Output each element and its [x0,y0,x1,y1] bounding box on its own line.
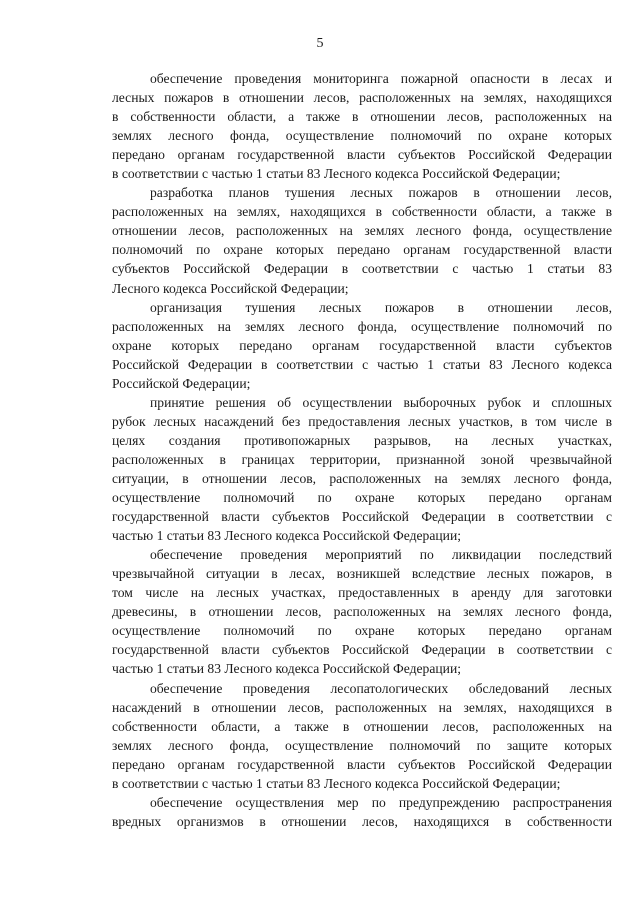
text-line: организация тушения лесных пожаров в отношении лесов, [150,299,612,315]
text-line: Лесного кодекса Российской Федерации; [112,280,349,296]
text-line: собственности области, а также в отношении лесов, расположенных на [112,718,612,734]
text-line: государственной власти субъектов Российской Федерации в соответствии с [112,642,612,658]
text-line: том числе на лесных участках, предоставленных в аренду для заготовки [112,585,612,601]
text-line: осуществление полномочий по охране которых передано органам [112,490,612,506]
paragraph [112,545,612,678]
text-line: расположенных в границах территории, признанной зоной чрезвычайной [112,451,612,467]
text-line: расположенных на землях лесного фонда, осуществление полномочий по [112,318,612,334]
text-line: разработка планов тушения лесных пожаров в отношении лесов, [150,185,612,201]
text-line: государственной власти субъектов Российской Федерации в соответствии с [112,509,612,525]
text-line: передано органам государственной власти субъектов Российской Федерации [112,756,612,772]
text-line: насаждений в отношении лесов, расположенных на землях, находящихся в [112,699,612,715]
page-number: 5 [316,36,324,51]
text-line: передано органам государственной власти субъектов Российской Федерации [112,147,612,163]
text-line: отношении лесов, расположенных на землях лесного фонда, осуществление [112,223,612,239]
text-line: Российской Федерации; [112,375,251,391]
text-line: частью 1 статьи 83 Лесного кодекса Российской Федерации; [112,661,461,677]
paragraph [112,679,612,793]
text-line: осуществление полномочий по охране которых передано органам [112,623,612,639]
text-line: принятие решения об осуществлении выборочных рубок и сплошных [150,394,612,410]
document-body [112,69,612,831]
text-line: субъектов Российской Федерации в соответствии с частью 1 статьи 83 [112,261,612,277]
paragraph [112,393,612,545]
text-line: обеспечение проведения мониторинга пожарной опасности в лесах и [150,71,612,86]
text-line: вредных организмов в отношении лесов, находящихся в собственности [112,813,612,829]
text-line: рубок лесных насаждений без предоставления лесных участков, в том числе в [112,413,612,429]
text-line: чрезвычайной ситуации в лесах, возникшей вследствие лесных пожаров, в [112,566,612,582]
text-line: охране которых передано органам государственной власти субъектов [112,337,612,353]
text-line: обеспечение проведения мероприятий по ликвидации последствий [150,547,612,563]
paragraph [112,793,612,831]
text-line: ситуации, в отношении лесов, расположенных на землях лесного фонда, [112,470,612,486]
text-line: расположенных на землях, находящихся в собственности области, а также в [112,204,612,220]
text-line: землях лесного фонда, осуществление полномочий по охране которых [112,128,612,144]
text-line: Российской Федерации в соответствии с частью 1 статьи 83 Лесного кодекса [112,356,612,372]
paragraph [112,69,612,183]
text-line: древесины, в отношении лесов, расположенных на землях лесного фонда, [112,604,612,620]
text-line: целях создания противопожарных разрывов, на лесных участках, [112,432,612,448]
text-line: полномочий по охране которых передано органам государственной власти [112,242,612,258]
text-line: землях лесного фонда, осуществление полномочий по защите которых [112,737,612,753]
text-line: обеспечение осуществления мер по предупреждению распространения [150,794,612,810]
text-line: в соответствии с частью 1 статьи 83 Лесного кодекса Российской Федерации; [112,775,561,791]
text-line: в соответствии с частью 1 статьи 83 Лесного кодекса Российской Федерации; [112,166,561,182]
text-line: в собственности области, а также в отношении лесов, расположенных на [112,109,612,125]
text-line: частью 1 статьи 83 Лесного кодекса Российской Федерации; [112,528,461,544]
paragraph [112,183,612,297]
paragraph [112,298,612,393]
text-line: обеспечение проведения лесопатологических обследований лесных [150,680,612,696]
text-line: лесных пожаров в отношении лесов, расположенных на землях, находящихся [112,90,612,106]
